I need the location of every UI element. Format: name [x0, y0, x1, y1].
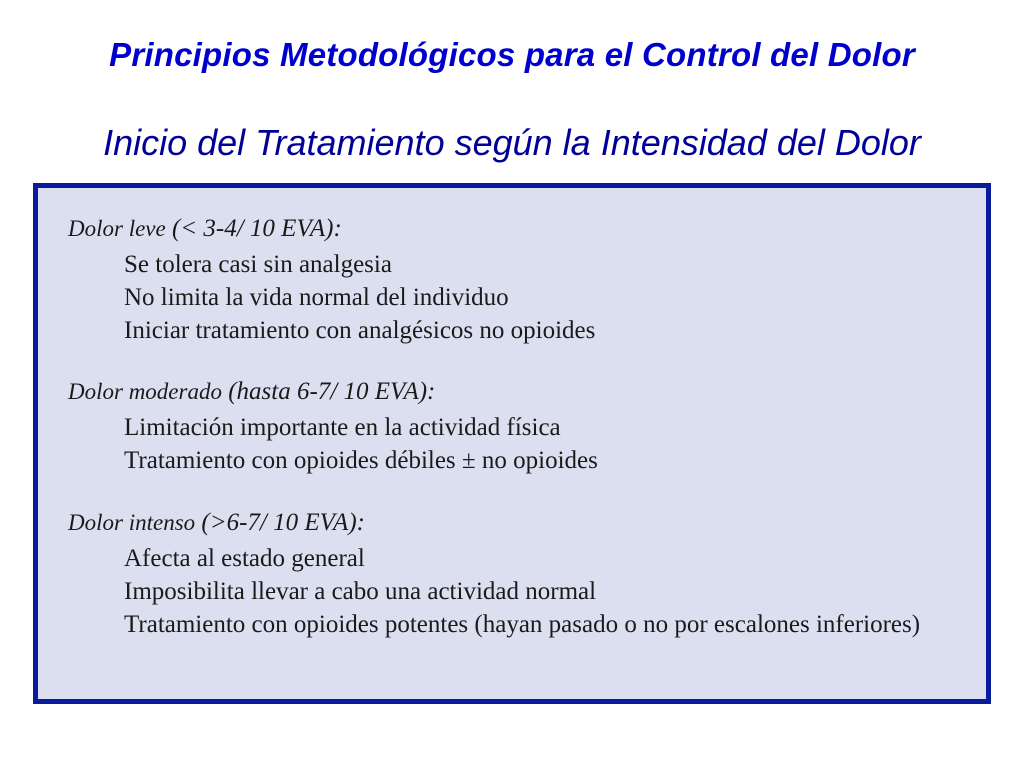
section-intense-pain: [68, 508, 968, 641]
section-heading-range: (>6-7/ 10 EVA):: [195, 509, 365, 536]
section-heading-lead: Dolor leve: [68, 216, 166, 241]
section-mild-pain: [68, 214, 968, 347]
slide-title: Principios Metodológicos para el Control del Dolor: [109, 36, 915, 73]
list-item: Afecta al estado general: [124, 545, 365, 572]
pain-intensity-panel: [33, 183, 991, 704]
section-moderate-pain: [68, 377, 968, 477]
slide-subtitle: Inicio del Tratamiento según la Intensidad del Dolor: [103, 122, 921, 163]
list-item: Tratamiento con opioides potentes (hayan pasado o no por escalones inferiores): [124, 611, 921, 638]
section-heading-range: (hasta 6-7/ 10 EVA):: [221, 378, 436, 405]
section-heading: [68, 377, 968, 411]
list-item: Limitación importante en la actividad física: [124, 414, 561, 441]
list-item: Se tolera casi sin analgesia: [124, 251, 392, 278]
section-heading-range: (< 3-4/ 10 EVA):: [165, 215, 342, 242]
section-heading: [68, 214, 968, 248]
section-heading-lead: Dolor moderado: [68, 379, 222, 404]
section-heading: [68, 508, 968, 542]
list-item: Imposibilita llevar a cabo una actividad normal: [124, 578, 597, 605]
list-item: Tratamiento con opioides débiles ± no opioides: [124, 447, 598, 474]
list-item: No limita la vida normal del individuo: [124, 284, 509, 311]
list-item: Iniciar tratamiento con analgésicos no opioides: [124, 317, 596, 344]
section-heading-lead: Dolor intenso: [68, 510, 196, 535]
